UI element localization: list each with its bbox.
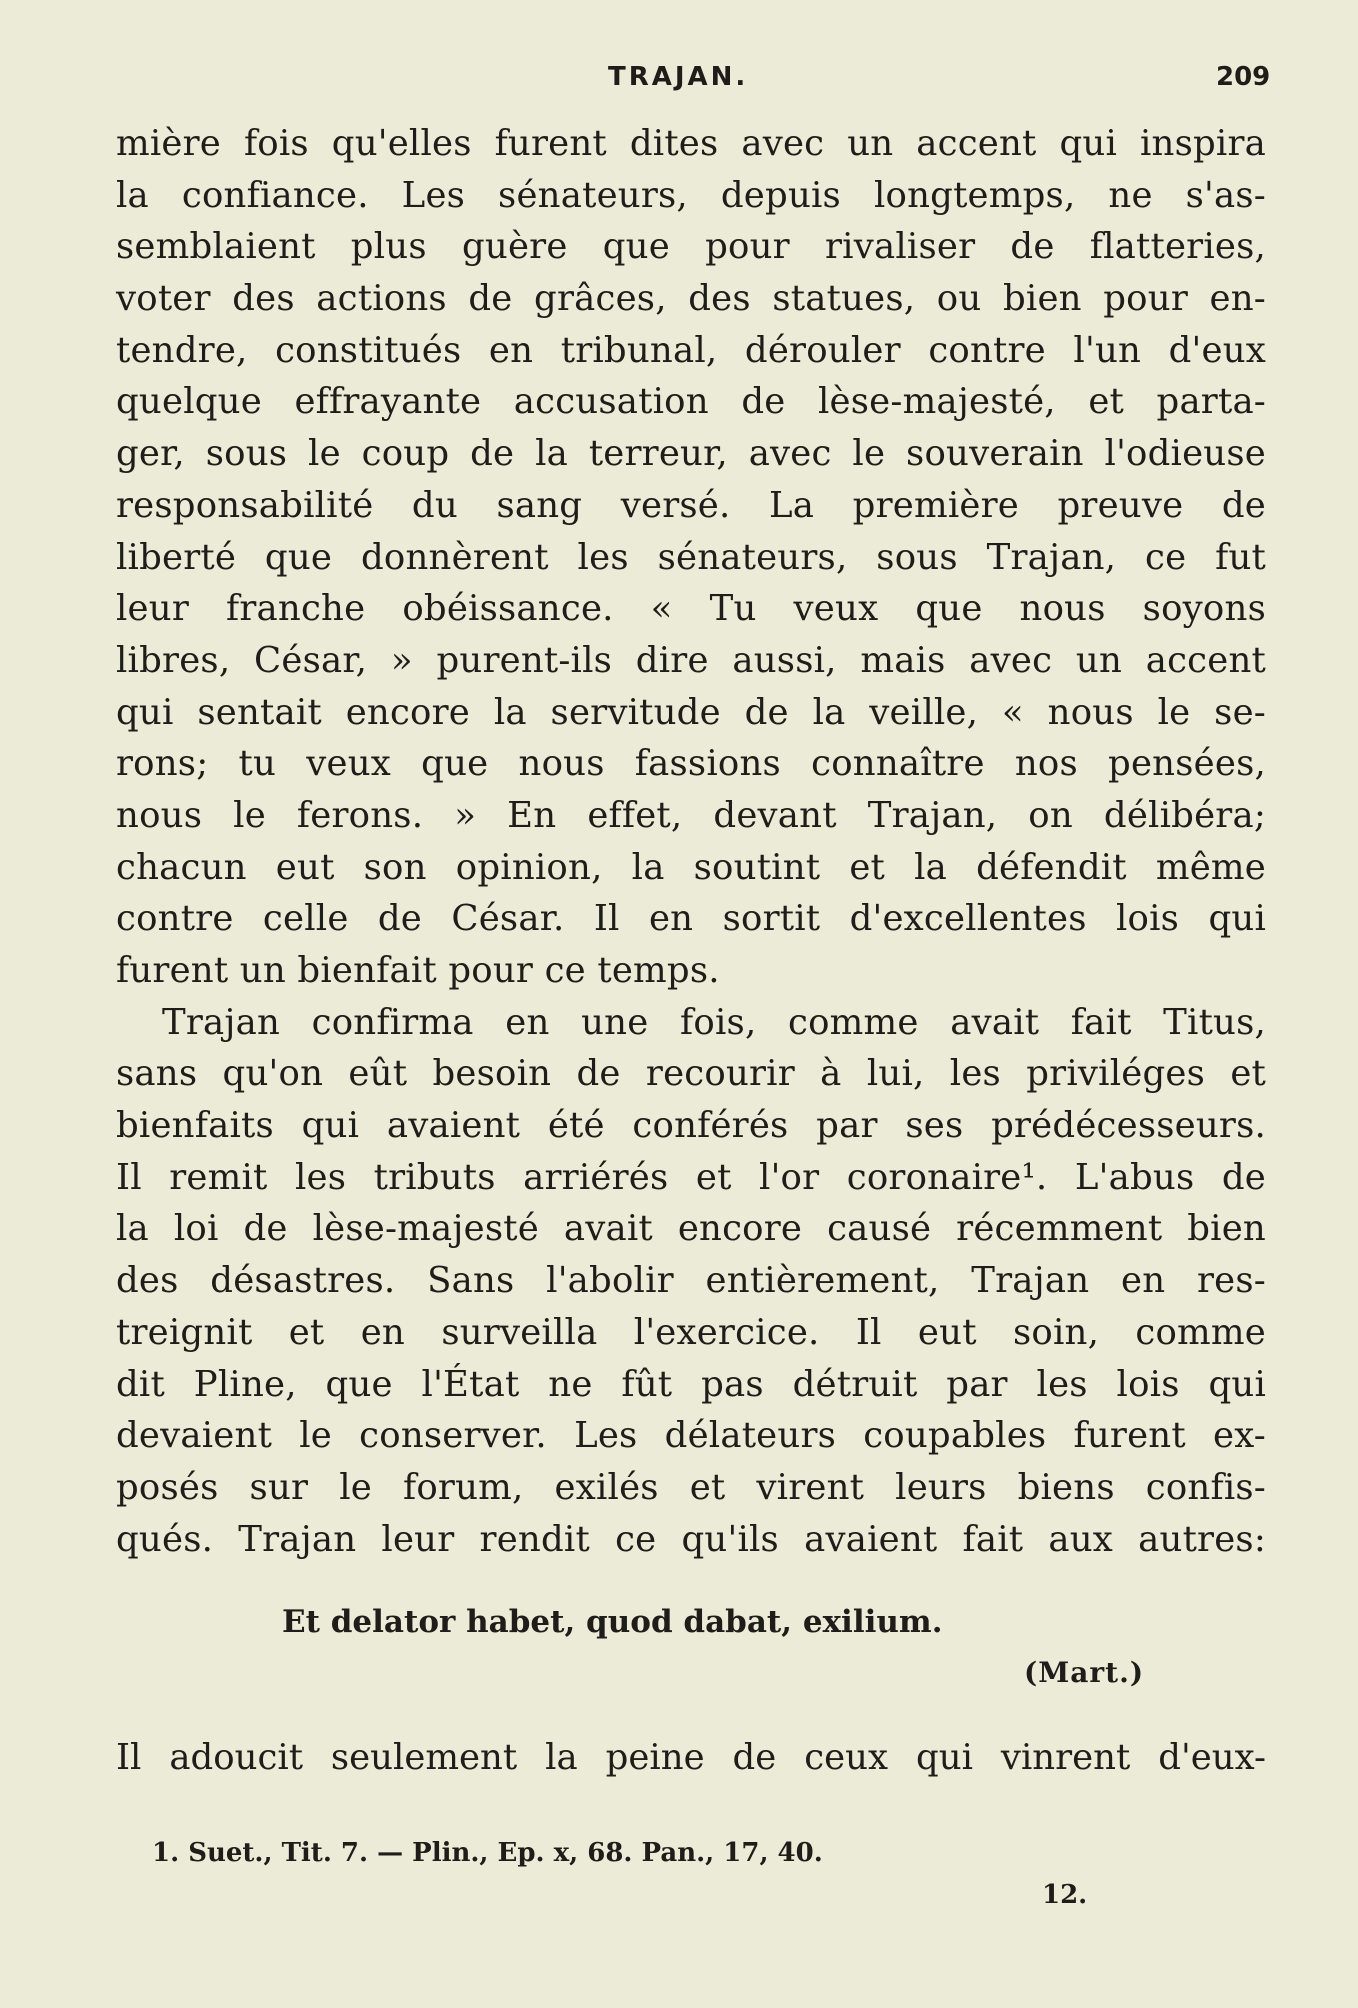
signature-mark: 12. [1042,1880,1088,1910]
text-line: Trajan confirma en une fois, comme avait fait Titus, [162,1001,1266,1043]
text-line: devaient le conserver. Les délateurs coupables furent ex- [116,1415,1266,1457]
text-line: rons; tu veux que nous fassions connaître nos pensées, [116,743,1266,785]
text-line: chacun eut son opinion, la soutint et la défendit même [116,846,1266,888]
page-number: 209 [1216,62,1271,92]
running-title: TRAJAN. [608,62,749,92]
footnote: 1. Suet., Tit. 7. — Plin., Ep. x, 68. Pan., 17, 40. [152,1838,823,1868]
text-line: sans qu'on eût besoin de recourir à lui, les priviléges et [116,1053,1266,1095]
text-line: libres, César, » purent-ils dire aussi, mais avec un accent [116,639,1266,681]
text-line: responsabilité du sang versé. La première preuve de [116,484,1266,526]
text-line: mière fois qu'elles furent dites avec un accent qui inspira [116,123,1266,164]
text-line: contre celle de César. Il en sortit d'excellentes lois qui [116,898,1266,940]
text-line: qui sentait encore la servitude de la veille, « nous le se- [116,691,1266,733]
text-line: furent un bienfait pour ce temps. [116,950,720,991]
text-line: Il remit les tributs arriérés et l'or coronaire¹. L'abus de [116,1156,1266,1198]
text-line: ger, sous le coup de la terreur, avec le souverain l'odieuse [116,433,1266,475]
text-line: bienfaits qui avaient été conférés par ses prédécesseurs. [116,1105,1266,1147]
text-line: la confiance. Les sénateurs, depuis longtemps, ne s'as- [116,174,1266,216]
text-line: voter des actions de grâces, des statues, ou bien pour en- [116,278,1266,320]
text-line: des désastres. Sans l'abolir entièrement, Trajan en res- [116,1260,1266,1302]
continuation-line: Il adoucit seulement la peine de ceux qui vinrent d'eux- [116,1737,1266,1778]
text-line: posés sur le forum, exilés et virent leurs biens confis- [116,1466,1266,1508]
text-line: leur franche obéissance. « Tu veux que nous soyons [116,588,1266,630]
latin-quote: Et delator habet, quod dabat, exilium. [282,1604,943,1640]
text-line: la loi de lèse-majesté avait encore causé récemment bien [116,1208,1266,1250]
running-header [0,62,1358,102]
quote-source: (Mart.) [1024,1656,1145,1689]
text-line: semblaient plus guère que pour rivaliser de flatteries, [116,226,1266,268]
text-line: nous le ferons. » En effet, devant Trajan, on délibéra; [116,794,1266,836]
text-line: quelque effrayante accusation de lèse-majesté, et parta- [116,381,1266,423]
body-text [116,118,1266,1565]
text-line: qués. Trajan leur rendit ce qu'ils avaient fait aux autres: [116,1518,1266,1560]
text-line: liberté que donnèrent les sénateurs, sous Trajan, ce fut [116,536,1266,578]
text-line: treignit et en surveilla l'exercice. Il eut soin, comme [116,1311,1266,1353]
text-line: dit Pline, que l'État ne fût pas détruit par les lois qui [116,1363,1266,1405]
text-line: tendre, constitués en tribunal, dérouler contre l'un d'eux [116,329,1266,371]
